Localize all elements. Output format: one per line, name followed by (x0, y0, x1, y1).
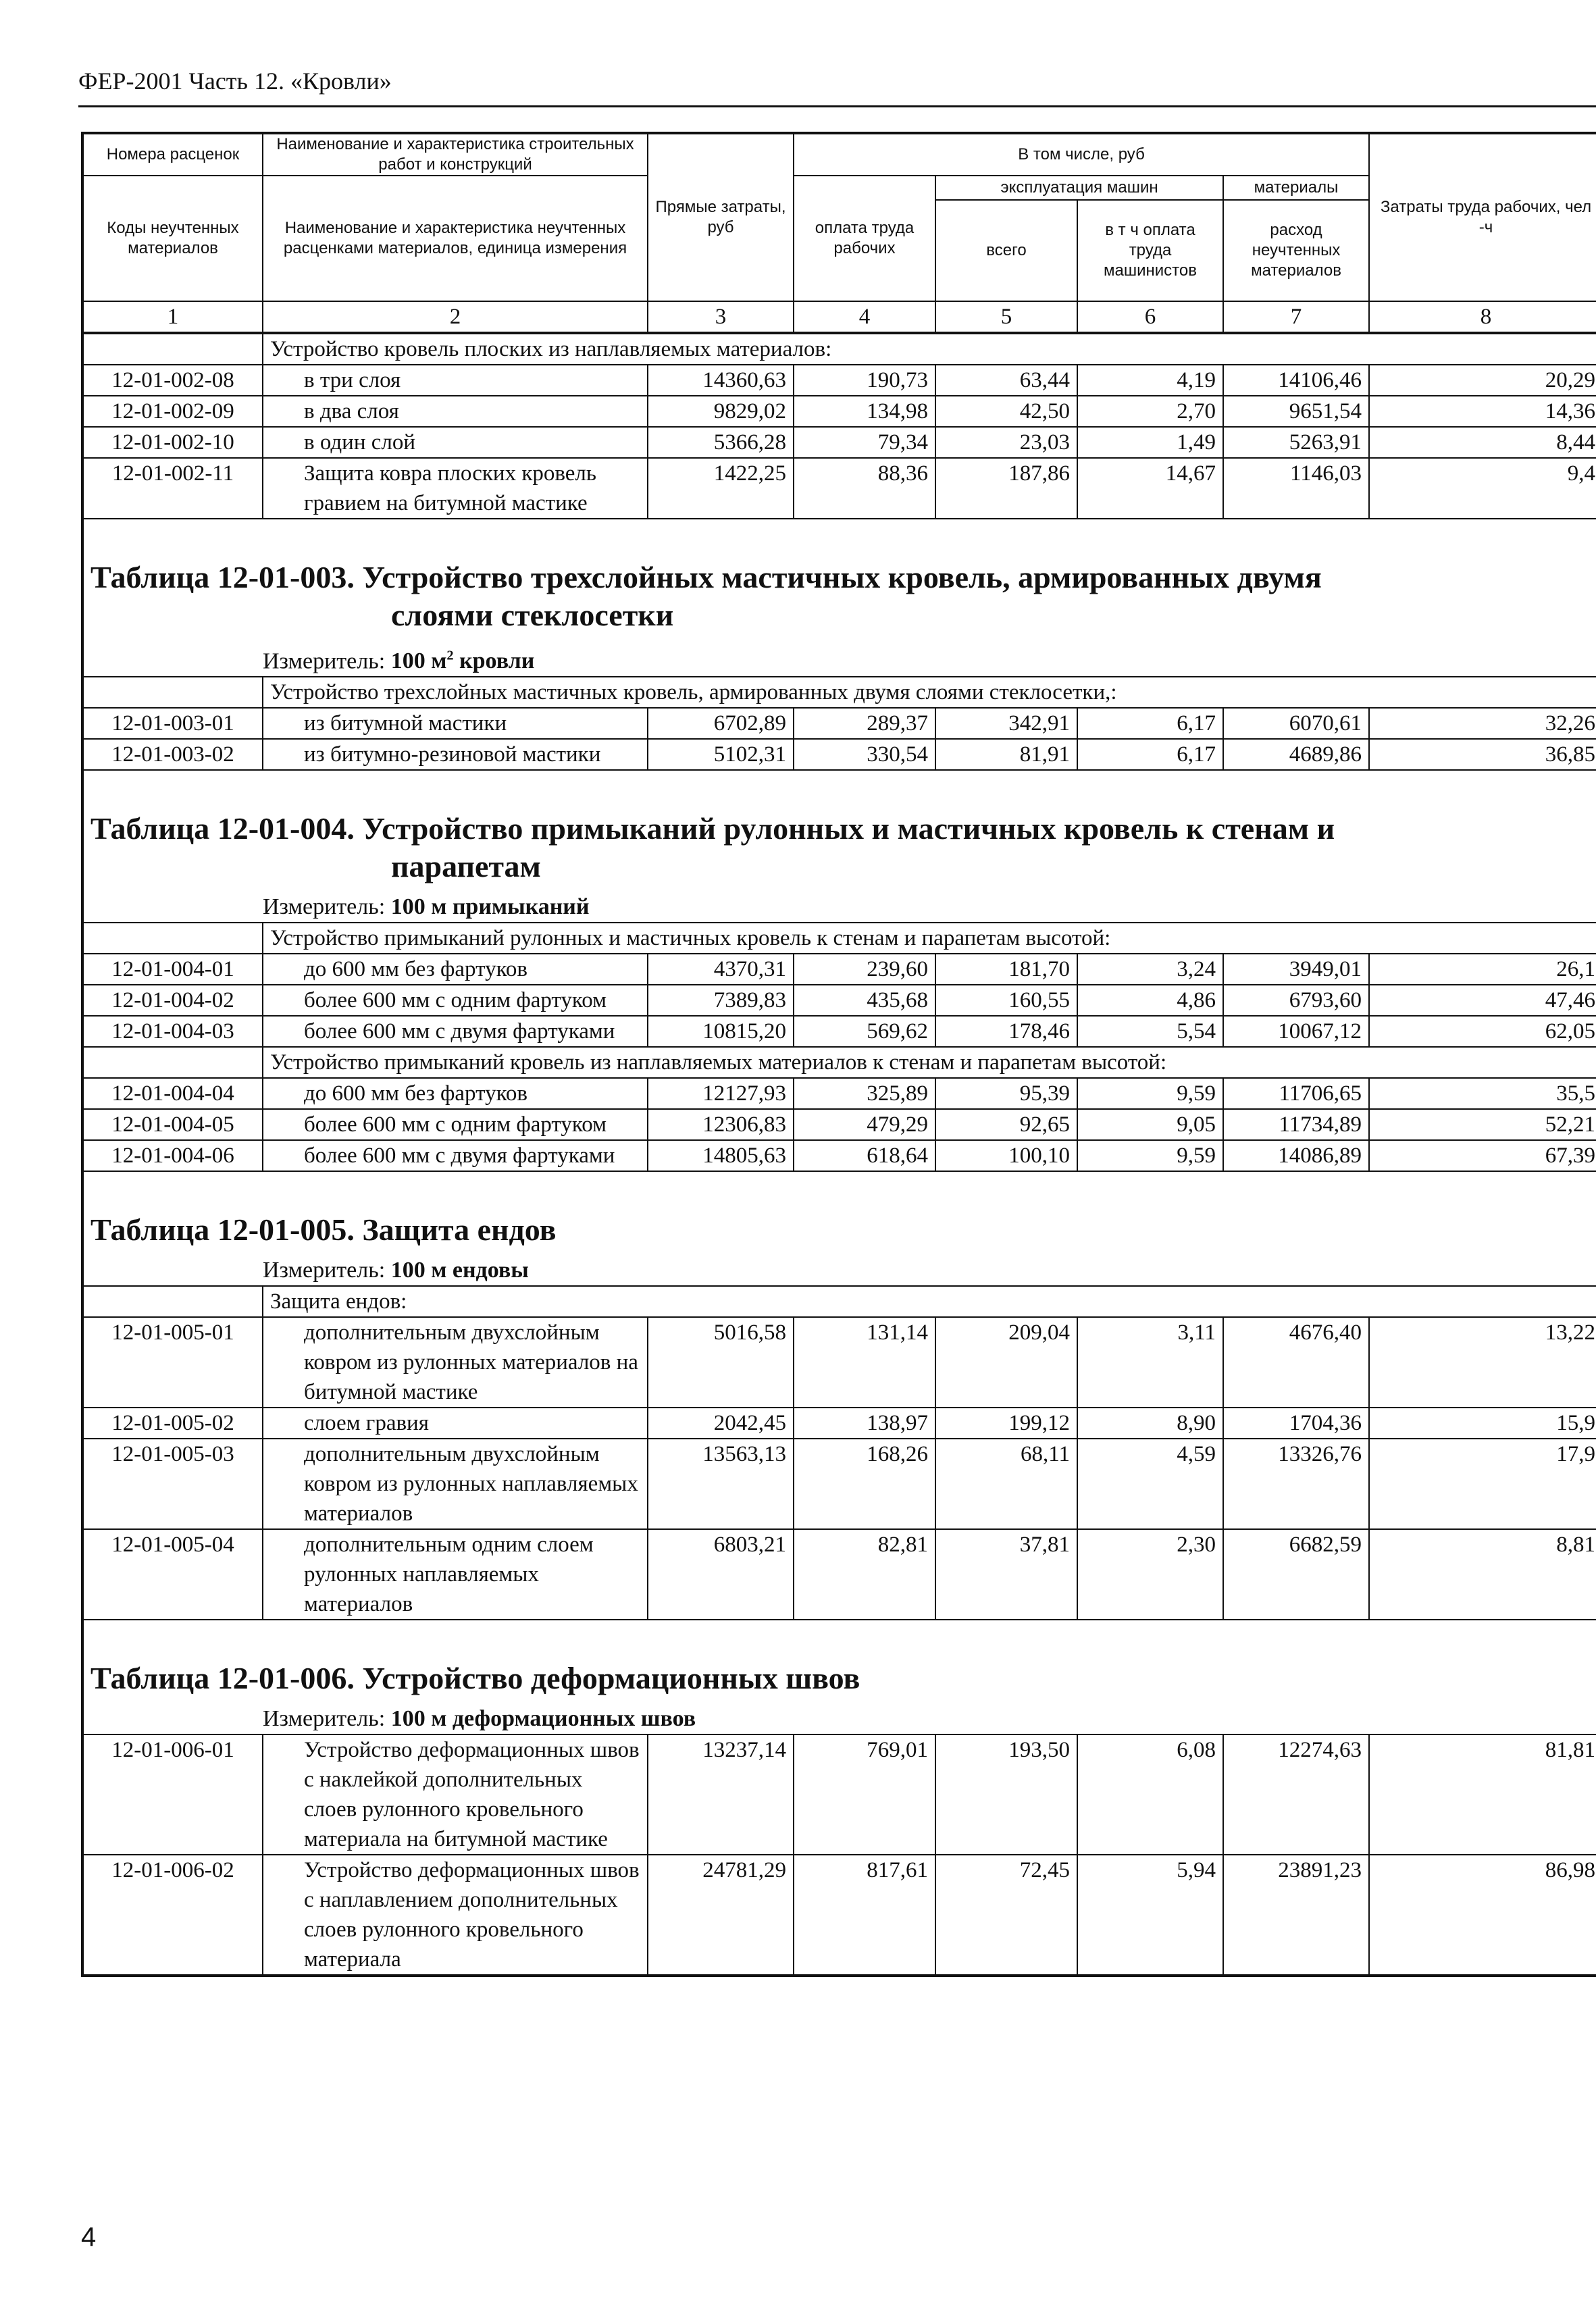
work-name: в три слоя (263, 365, 648, 396)
value-cell: 289,37 (794, 708, 935, 739)
work-name: более 600 мм с одним фартуком (263, 985, 648, 1016)
column-numbers-row (83, 301, 1596, 332)
value-cell: 5102,31 (648, 739, 794, 770)
table-body (83, 1286, 1596, 1620)
table-12-01-003 (82, 676, 1596, 771)
work-name: дополнительным двухслойным ковром из рулонных материалов на битумной мастике (263, 1317, 648, 1408)
table-title-line: Таблица 12-01-003. Устройство трехслойных мастичных кровель, армированных двумя (91, 560, 1322, 594)
measure-value: 100 $м^2$ кровли (390, 648, 535, 674)
value-cell: 63,44 (935, 365, 1077, 396)
value-cell: 199,12 (935, 1408, 1077, 1439)
value-cell: 134,98 (794, 396, 935, 427)
value-cell: 160,55 (935, 985, 1077, 1016)
value-cell: 9,05 (1077, 1109, 1223, 1140)
work-name: Защита ковра плоских кровель гравием на битумной мастике (263, 458, 648, 519)
table-row (83, 427, 1596, 458)
value-cell: 4676,40 (1223, 1317, 1369, 1408)
value-cell: 10067,12 (1223, 1016, 1369, 1047)
value-cell: 2,30 (1077, 1529, 1223, 1620)
rate-code: 12-01-003-01 (83, 708, 263, 739)
column-number: 3 (648, 301, 794, 332)
value-cell: 6,08 (1077, 1734, 1223, 1855)
rate-code: 12-01-004-05 (83, 1109, 263, 1140)
value-cell: 168,26 (794, 1439, 935, 1529)
value-cell: 12127,93 (648, 1078, 794, 1109)
value-cell: 11734,89 (1223, 1109, 1369, 1140)
value-cell: 14360,63 (648, 365, 794, 396)
work-name: более 600 мм с двумя фартуками (263, 1016, 648, 1047)
header-col1-bottom: Коды неучтенных материалов (83, 176, 263, 301)
table-row (83, 1734, 1596, 1855)
table-body (83, 677, 1596, 770)
table-title (84, 798, 1596, 885)
value-cell: 325,89 (794, 1078, 935, 1109)
value-cell: 81,81 (1369, 1734, 1596, 1855)
value-cell: 6702,89 (648, 708, 794, 739)
value-cell: 138,97 (794, 1408, 935, 1439)
column-number: 7 (1223, 301, 1369, 332)
rate-code: 12-01-004-03 (83, 1016, 263, 1047)
section-title: Устройство кровель плоских из наплавляемых материалов: (263, 334, 1596, 365)
value-cell: 181,70 (935, 954, 1077, 985)
table-row (83, 1317, 1596, 1408)
header-col2-top: Наименование и характеристика строительных работ и конструкций (263, 134, 648, 176)
value-cell: 131,14 (794, 1317, 935, 1408)
work-name: в два слоя (263, 396, 648, 427)
value-cell: 1146,03 (1223, 458, 1369, 519)
table-body (83, 1734, 1596, 1975)
measure-unit (84, 634, 1596, 676)
table-row (83, 1016, 1596, 1047)
header-table (82, 133, 1596, 333)
rate-code: 12-01-006-01 (83, 1734, 263, 1855)
spacer (82, 519, 1596, 546)
spacer (82, 771, 1596, 798)
table-body (83, 923, 1596, 1047)
value-cell: 3,24 (1077, 954, 1223, 985)
value-cell: 6803,21 (648, 1529, 794, 1620)
value-cell: 52,21 (1369, 1109, 1596, 1140)
section-spacer (83, 334, 263, 365)
column-number: 1 (83, 301, 263, 332)
table-row (83, 396, 1596, 427)
work-name: до 600 мм без фартуков (263, 1078, 648, 1109)
table-row (83, 1855, 1596, 1975)
work-name: Устройство деформационных швов с наклейкой дополнительных слоев рулонного кровельного материала на битумной мастике (263, 1734, 648, 1855)
value-cell: 9,59 (1077, 1140, 1223, 1171)
table-row (83, 1439, 1596, 1529)
value-cell: 67,39 (1369, 1140, 1596, 1171)
value-cell: 35,5 (1369, 1078, 1596, 1109)
table-row (83, 1078, 1596, 1109)
value-cell: 68,11 (935, 1439, 1077, 1529)
value-cell: 6070,61 (1223, 708, 1369, 739)
table-title: Таблица 12-01-005. Защита ендов (91, 1212, 557, 1248)
value-cell: 14086,89 (1223, 1140, 1369, 1171)
value-cell: 239,60 (794, 954, 935, 985)
document-body (81, 132, 1596, 1977)
measure-label: Измеритель: (263, 1706, 386, 1732)
table-body (83, 1047, 1596, 1171)
value-cell: 4370,31 (648, 954, 794, 985)
value-cell: 178,46 (935, 1016, 1077, 1047)
value-cell: 9,59 (1077, 1078, 1223, 1109)
value-cell: 15,9 (1369, 1408, 1596, 1439)
value-cell: 817,61 (794, 1855, 935, 1975)
value-cell: 6,17 (1077, 739, 1223, 770)
value-cell: 193,50 (935, 1734, 1077, 1855)
value-cell: 14805,63 (648, 1140, 794, 1171)
value-cell: 81,91 (935, 739, 1077, 770)
rate-code: 12-01-002-09 (83, 396, 263, 427)
value-cell: 12306,83 (648, 1109, 794, 1140)
table-row (83, 1109, 1596, 1140)
work-name: Устройство деформационных швов с наплавлением дополнительных слоев рулонного кровельного материала (263, 1855, 648, 1975)
table-12-01-005-heading (82, 1199, 1596, 1285)
work-name: из битумной мастики (263, 708, 648, 739)
value-cell: 8,90 (1077, 1408, 1223, 1439)
value-cell: 23,03 (935, 427, 1077, 458)
value-cell: 5263,91 (1223, 427, 1369, 458)
page (78, 65, 1596, 1977)
value-cell: 190,73 (794, 365, 935, 396)
value-cell: 6793,60 (1223, 985, 1369, 1016)
table-row (83, 954, 1596, 985)
value-cell: 24781,29 (648, 1855, 794, 1975)
value-cell: 14106,46 (1223, 365, 1369, 396)
value-cell: 4689,86 (1223, 739, 1369, 770)
value-cell: 569,62 (794, 1016, 935, 1047)
column-number: 8 (1369, 301, 1596, 332)
header-total: всего (935, 200, 1077, 301)
value-cell: 13,22 (1369, 1317, 1596, 1408)
value-cell: 23891,23 (1223, 1855, 1369, 1975)
section-spacer (83, 923, 263, 954)
value-cell: 86,98 (1369, 1855, 1596, 1975)
value-cell: 92,65 (935, 1109, 1077, 1140)
spacer (82, 1172, 1596, 1199)
header-labor: Затраты труда рабочих, чел -ч (1369, 134, 1596, 301)
table-title-line: парапетам (391, 849, 541, 884)
value-cell: 2,70 (1077, 396, 1223, 427)
page-number: 4 (81, 2222, 97, 2252)
table-row (83, 1408, 1596, 1439)
measure-unit (84, 885, 1596, 922)
value-cell: 11706,65 (1223, 1078, 1369, 1109)
rate-code: 12-01-004-02 (83, 985, 263, 1016)
header-machines: эксплуатация машин (935, 176, 1223, 200)
value-cell: 82,81 (794, 1529, 935, 1620)
value-cell: 9,4 (1369, 458, 1596, 519)
value-cell: 3,11 (1077, 1317, 1223, 1408)
value-cell: 5366,28 (648, 427, 794, 458)
column-number: 4 (794, 301, 935, 332)
value-cell: 36,85 (1369, 739, 1596, 770)
spacer (82, 1620, 1596, 1647)
rate-code: 12-01-002-11 (83, 458, 263, 519)
value-cell: 88,36 (794, 458, 935, 519)
measure-unit (84, 1697, 1596, 1734)
rate-code: 12-01-006-02 (83, 1855, 263, 1975)
value-cell: 37,81 (935, 1529, 1077, 1620)
column-number: 6 (1077, 301, 1223, 332)
table-row (83, 985, 1596, 1016)
table-row (83, 1529, 1596, 1620)
table-12-01-003-heading (82, 546, 1596, 676)
value-cell: 1422,25 (648, 458, 794, 519)
value-cell: 7389,83 (648, 985, 794, 1016)
value-cell: 3949,01 (1223, 954, 1369, 985)
column-number: 5 (935, 301, 1077, 332)
value-cell: 9651,54 (1223, 396, 1369, 427)
value-cell: 187,86 (935, 458, 1077, 519)
value-cell: 100,10 (935, 1140, 1077, 1171)
section-title: Устройство примыканий рулонных и мастичных кровель к стенам и парапетам высотой: (263, 923, 1596, 954)
section-spacer (83, 677, 263, 708)
table-12-01-004-heading (82, 798, 1596, 922)
work-name: до 600 мм без фартуков (263, 954, 648, 985)
header-including: В том числе, руб (794, 134, 1369, 176)
table-body (83, 334, 1596, 519)
value-cell: 618,64 (794, 1140, 935, 1171)
value-cell: 10815,20 (648, 1016, 794, 1047)
section-title: Устройство трехслойных мастичных кровель, армированных двумя слоями стеклосетки,: (263, 677, 1596, 708)
value-cell: 4,86 (1077, 985, 1223, 1016)
table-row (83, 1140, 1596, 1171)
rate-code: 12-01-005-04 (83, 1529, 263, 1620)
value-cell: 6,17 (1077, 708, 1223, 739)
rate-code: 12-01-004-01 (83, 954, 263, 985)
value-cell: 4,59 (1077, 1439, 1223, 1529)
value-cell: 13563,13 (648, 1439, 794, 1529)
value-cell: 47,46 (1369, 985, 1596, 1016)
rate-code: 12-01-005-03 (83, 1439, 263, 1529)
value-cell: 14,67 (1077, 458, 1223, 519)
value-cell: 6682,59 (1223, 1529, 1369, 1620)
header-unaccounted-materials: расход неучтенных материалов (1223, 200, 1369, 301)
table-title (84, 546, 1596, 634)
header-direct-costs: Прямые затраты, руб (648, 134, 794, 301)
value-cell: 8,44 (1369, 427, 1596, 458)
value-cell: 8,81 (1369, 1529, 1596, 1620)
running-head: ФЕР-2001 Часть 12. «Кровли» (78, 65, 1596, 107)
measure-value: 100 м примыканий (390, 894, 590, 920)
measure-label: Измеритель: (263, 1258, 386, 1283)
value-cell: 330,54 (794, 739, 935, 770)
value-cell: 5,94 (1077, 1855, 1223, 1975)
value-cell: 32,26 (1369, 708, 1596, 739)
table-title-line: Таблица 12-01-004. Устройство примыканий рулонных и мастичных кровель к стенам и (91, 811, 1335, 846)
value-cell: 17,9 (1369, 1439, 1596, 1529)
value-cell: 14,36 (1369, 396, 1596, 427)
header-col2-bottom: Наименование и характеристика неучтенных расценками материалов, единица измерения (263, 176, 648, 301)
measure-label: Измеритель: (263, 894, 386, 920)
table-row (83, 708, 1596, 739)
measure-value: 100 м деформационных швов (390, 1706, 696, 1732)
work-name: более 600 мм с одним фартуком (263, 1109, 648, 1140)
value-cell: 2042,45 (648, 1408, 794, 1439)
value-cell: 72,45 (935, 1855, 1077, 1975)
section-spacer (83, 1286, 263, 1317)
table-12-01-002 (82, 333, 1596, 519)
table-12-01-005 (82, 1285, 1596, 1620)
work-name: дополнительным двухслойным ковром из рулонных наплавляемых материалов (263, 1439, 648, 1529)
table-title-line: слоями стеклосетки (391, 598, 674, 632)
value-cell: 42,50 (935, 396, 1077, 427)
table-title: Таблица 12-01-006. Устройство деформационных швов (91, 1661, 860, 1696)
section-title: Устройство примыканий кровель из наплавляемых материалов к стенам и парапетам высотой: (263, 1047, 1596, 1078)
work-name: более 600 мм с двумя фартуками (263, 1140, 648, 1171)
header-materials: материалы (1223, 176, 1369, 200)
rate-code: 12-01-004-06 (83, 1140, 263, 1171)
header-wages: оплата труда рабочих (794, 176, 935, 301)
rate-code: 12-01-005-01 (83, 1317, 263, 1408)
measure-value: 100 м ендовы (390, 1258, 529, 1283)
value-cell: 95,39 (935, 1078, 1077, 1109)
value-cell: 5016,58 (648, 1317, 794, 1408)
work-name: слоем гравия (263, 1408, 648, 1439)
value-cell: 79,34 (794, 427, 935, 458)
value-cell: 13237,14 (648, 1734, 794, 1855)
value-cell: 62,05 (1369, 1016, 1596, 1047)
table-row (83, 365, 1596, 396)
value-cell: 769,01 (794, 1734, 935, 1855)
measure-label: Измеритель: (263, 648, 386, 674)
value-cell: 435,68 (794, 985, 935, 1016)
table-12-01-004 (82, 922, 1596, 1172)
rate-code: 12-01-002-08 (83, 365, 263, 396)
rate-code: 12-01-002-10 (83, 427, 263, 458)
table-12-01-006-heading (82, 1647, 1596, 1734)
work-name: дополнительным одним слоем рулонных наплавляемых материалов (263, 1529, 648, 1620)
section-spacer (83, 1047, 263, 1078)
header-col1-top: Номера расценок (83, 134, 263, 176)
table-12-01-006 (82, 1734, 1596, 1976)
table-row (83, 739, 1596, 770)
rate-code: 12-01-005-02 (83, 1408, 263, 1439)
value-cell: 26,1 (1369, 954, 1596, 985)
rate-code: 12-01-003-02 (83, 739, 263, 770)
value-cell: 4,19 (1077, 365, 1223, 396)
value-cell: 12274,63 (1223, 1734, 1369, 1855)
value-cell: 342,91 (935, 708, 1077, 739)
work-name: в один слой (263, 427, 648, 458)
measure-unit (84, 1249, 1596, 1285)
value-cell: 13326,76 (1223, 1439, 1369, 1529)
table-row (83, 458, 1596, 519)
column-number: 2 (263, 301, 648, 332)
value-cell: 1704,36 (1223, 1408, 1369, 1439)
header-operator-wages: в т ч оплата труда машинистов (1077, 200, 1223, 301)
value-cell: 20,29 (1369, 365, 1596, 396)
value-cell: 5,54 (1077, 1016, 1223, 1047)
value-cell: 1,49 (1077, 427, 1223, 458)
value-cell: 479,29 (794, 1109, 935, 1140)
value-cell: 209,04 (935, 1317, 1077, 1408)
section-title: Защита ендов: (263, 1286, 1596, 1317)
work-name: из битумно-резиновой мастики (263, 739, 648, 770)
value-cell: 9829,02 (648, 396, 794, 427)
rate-code: 12-01-004-04 (83, 1078, 263, 1109)
